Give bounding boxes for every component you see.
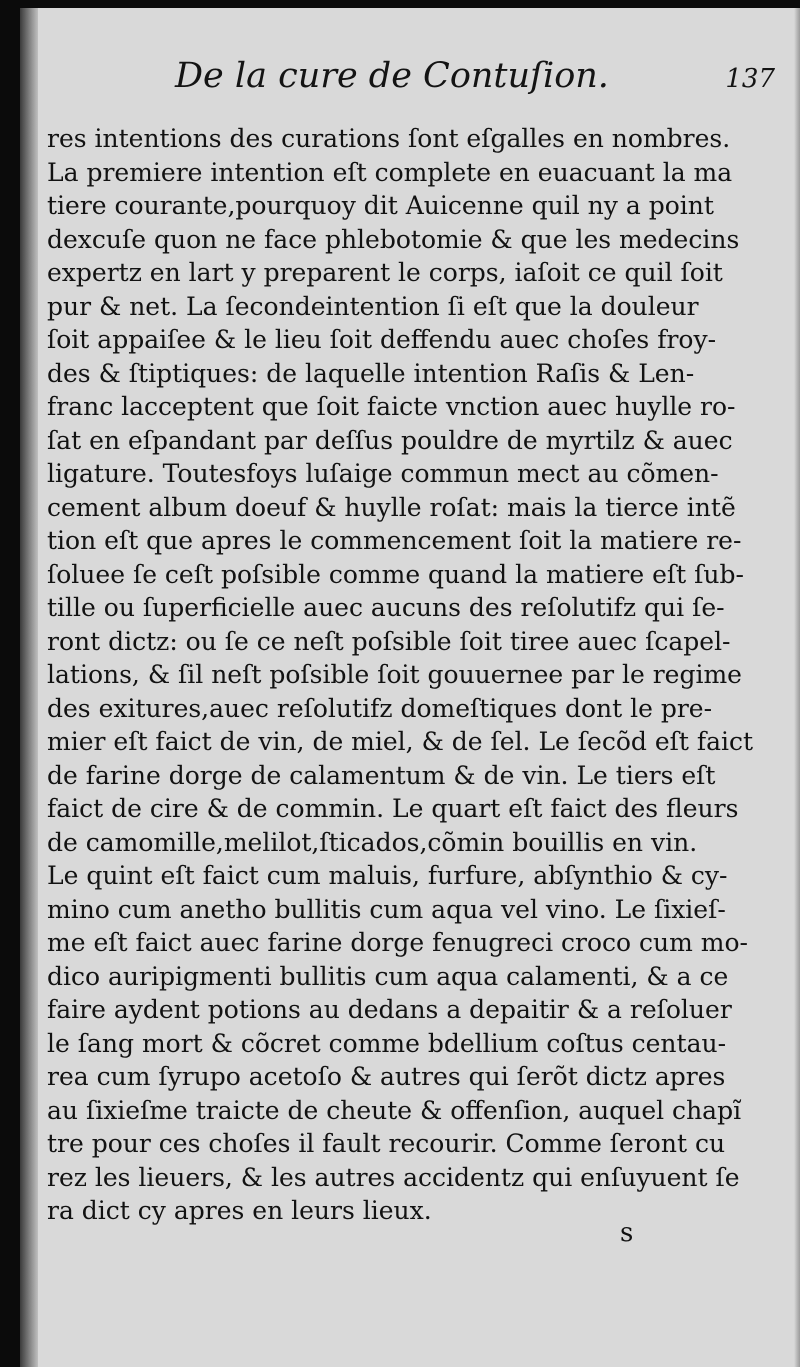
text-line: tiere courante,pourquoy dit Auicenne quil ny a point <box>47 191 714 220</box>
text-line: expertz en lart y preparent le corps, iaſoit ce quil ſoit <box>47 258 723 287</box>
text-line: des exitures,auec reſolutifz domeſtiques dont le pre- <box>47 693 713 723</box>
text-line: La premiere intention eſt complete en euacuant la ma <box>47 157 733 187</box>
text-line: mier eſt faict de vin, de miel, & de ſel. Le ſecõd eſt faict <box>47 727 754 756</box>
running-title: De la cure de Contuſion. <box>175 56 609 96</box>
text-line: des & ſtiptiques: de laquelle intention Raſis & Len- <box>47 358 695 388</box>
text-line: lations, & ſil neſt poſsible ſoit gouuernee par le regime <box>47 660 742 689</box>
text-line: dexcuſe quon ne face phlebotomie & que les medecins <box>47 224 740 254</box>
text-line: ligature. Toutesfoys luſaige commun mect au cõmen- <box>47 459 719 488</box>
text-line: le ſang mort & cõcret comme bdellium coſtus centau- <box>47 1028 727 1058</box>
text-line: rez les lieuers, & les autres accidentz qui enſuyuent ſe <box>47 1162 740 1192</box>
signature-mark: s <box>620 1218 634 1248</box>
text-line: faict de cire & de commin. Le quart eſt faict des fleurs <box>47 794 739 823</box>
text-line: mino cum anetho bullitis cum aqua vel vino. Le ſixieſ- <box>47 894 726 924</box>
text-line: franc lacceptent que ſoit faicte vnction auec huylle ro- <box>47 392 736 421</box>
text-line: tre pour ces choſes il fault recourir. Comme ſeront cu <box>47 1129 726 1158</box>
text-line: de camomille,melilot,ſticados,cõmin bouillis en vin. <box>47 827 698 857</box>
text-line: rea cum ſyrupo acetoſo & autres qui ſerõt dictz apres <box>47 1062 726 1091</box>
text-line: de farine dorge de calamentum & de vin. Le tiers eſt <box>47 760 716 790</box>
page-number: 137 <box>725 64 775 94</box>
text-line: res intentions des curations ſont eſgalles en nombres. <box>47 124 731 153</box>
body-text <box>47 122 754 1228</box>
text-line: dico auripigmenti bullitis cum aqua calamenti, & a ce <box>47 961 729 991</box>
page-header <box>175 56 775 106</box>
text-line: tille ou ſuperficielle auec aucuns des reſolutifz qui ſe- <box>47 593 725 622</box>
book-page <box>20 8 800 1367</box>
gutter-shadow <box>20 8 38 1367</box>
text-line: me eſt faict auec farine dorge fenugreci croco cum mo- <box>47 928 748 957</box>
text-line: tion eſt que apres le commencement ſoit la matiere re- <box>47 526 742 555</box>
text-line: pur & net. La ſecondeintention ſi eſt que la douleur <box>47 291 699 321</box>
text-line: ſoluee ſe ceſt poſsible comme quand la matiere eſt ſub- <box>47 559 744 589</box>
text-line: ront dictz: ou ſe ce neſt poſsible ſoit tiree auec ſcapel- <box>47 626 731 656</box>
text-line: faire aydent potions au dedans a depaitir & a reſoluer <box>47 995 732 1024</box>
text-line: Le quint eſt faict cum maluis, furfure, abſynthio & cy- <box>47 861 728 890</box>
text-line: cement album doeuf & huylle roſat: mais la tierce intẽ <box>47 492 736 522</box>
page-edge-shadow <box>794 8 800 1367</box>
text-line: ſoit appaiſee & le lieu ſoit deffendu auec choſes froy- <box>47 325 717 354</box>
text-line: au ſixieſme traicte de cheute & offenſion, auquel chapĩ <box>47 1095 742 1125</box>
text-line: ſat en eſpandant par deſſus pouldre de myrtilz & auec <box>47 425 733 455</box>
text-line: ra dict cy apres en leurs lieux. <box>47 1196 432 1225</box>
